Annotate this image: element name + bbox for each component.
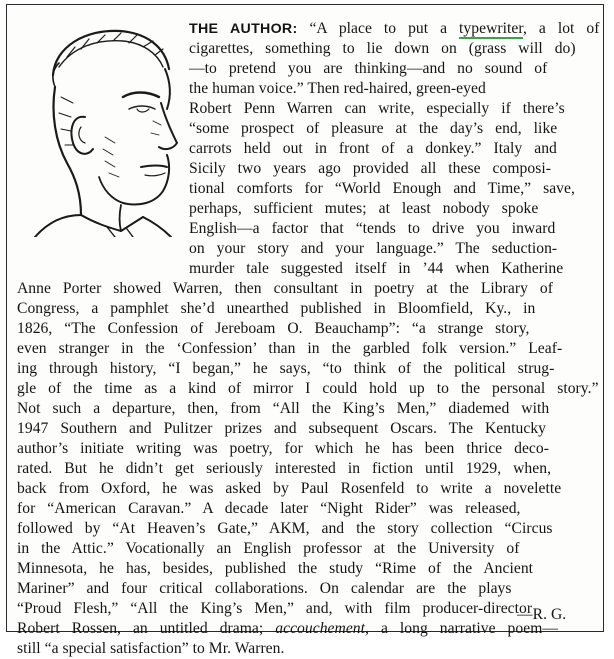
article-heading: THE AUTHOR:	[189, 21, 298, 37]
italic-word: accouchement	[275, 620, 366, 637]
line-text: “A place to put a	[297, 20, 460, 37]
article-line	[189, 159, 551, 179]
line-text: for “American Caravan.” A decade later “Night Rider” was released,	[17, 500, 521, 517]
line-text: rated. But he didn’t get seriously interested in fiction until 1929, when,	[17, 460, 552, 477]
article-line	[17, 599, 532, 619]
line-text: even stranger in the ‘Confession’ than in the garbled folk version.” Leaf-	[17, 340, 563, 357]
line-text: , a long narrative poem—	[365, 620, 559, 637]
line-text: back from Oxford, he was asked by Paul Rosenfeld to write a novelette	[17, 480, 562, 497]
article-line	[17, 319, 530, 339]
line-text: 1826, “The Confession of Jereboam O. Beauchamp”: “a strange story,	[17, 320, 530, 337]
article-line	[189, 119, 557, 139]
line-text: tional comforts for “World Enough and Time,” save,	[189, 180, 575, 197]
line-text: Congress, a pamphlet she’d unearthed published in Bloomfield, Ky., in	[17, 300, 536, 317]
article-line	[189, 39, 576, 59]
line-text: in the Attic.” Vocationally an English professor at the University of	[17, 540, 520, 557]
article-line	[17, 459, 551, 479]
line-text: Anne Porter showed Warren, then consultant in poetry at the Library of	[17, 280, 553, 297]
article-line	[17, 339, 562, 359]
article-line	[189, 179, 575, 199]
line-text: “Proud Flesh,” “All the King’s Men,” and, with film producer-director	[17, 600, 533, 617]
line-text: the human voice.” Then red-haired, green-eyed	[189, 80, 486, 97]
line-text: followed by “At Heaven’s Gate,” AKM, and the story collection “Circus	[17, 520, 553, 537]
line-text: on your story and your language.” The seduction-	[189, 240, 558, 257]
article-line	[189, 219, 555, 239]
article-line	[17, 499, 521, 519]
line-text: carrots held out in front of a donkey.” Italy and	[189, 140, 557, 157]
article-line	[17, 419, 546, 439]
line-text: Robert Rossen, an untitled drama;	[17, 620, 276, 637]
line-text: still “a special satisfaction” to Mr. Warren.	[17, 640, 285, 657]
article-line	[17, 279, 553, 299]
article-line	[17, 559, 533, 579]
article-line	[17, 479, 561, 499]
article-line	[17, 299, 535, 319]
line-text: Sicily two years ago provided all these composi-	[189, 160, 551, 177]
line-text: ing through history, “I began,” he says, “to think of the political strug-	[17, 360, 555, 377]
line-text: Minnesota, he has, besides, published the study “Rime of the Ancient	[17, 560, 534, 577]
line-text: English—a factor that “tends to drive you inward	[189, 220, 556, 237]
line-text: Robert Penn Warren can write, especially if there’s	[189, 100, 565, 117]
line-text: cigarettes, something to lie down on (grass will do)	[189, 40, 576, 57]
line-text: perhaps, sufficient mutes; at least nobody spoke	[189, 200, 539, 217]
author-bio-box	[6, 4, 604, 657]
article-line	[189, 239, 557, 259]
article-line	[17, 539, 520, 559]
article-line	[189, 79, 486, 99]
line-text: Not such a departure, then, from “All the King’s Men,” diademed with	[17, 400, 550, 417]
article-line	[189, 19, 599, 39]
article-line	[17, 639, 284, 659]
article-line	[17, 439, 549, 459]
article-line	[189, 99, 565, 119]
article-line	[17, 519, 553, 539]
line-text: —to pretend you are thinking—and no sound of	[189, 60, 548, 77]
article-line	[17, 359, 554, 379]
article-line	[189, 139, 557, 159]
article-line	[17, 399, 549, 419]
line-text: 1947 Southern and Pulitzer prizes and subsequent Oscars. The Kentucky	[17, 420, 547, 437]
line-text: author’s initiate writing was poetry, for which he has been thrice deco-	[17, 440, 549, 457]
line-text: , a lot of	[523, 20, 600, 37]
line-text: gle of the time as a kind of mirror I could hold up to the personal story.”	[17, 380, 599, 397]
article-line	[189, 259, 563, 279]
line-text: murder tale suggested itself in ’44 when Katherine	[189, 260, 564, 277]
article-line	[189, 59, 547, 79]
author-portrait-sketch-icon	[15, 17, 193, 237]
article-line	[17, 619, 558, 639]
article-line	[17, 579, 512, 599]
article-line	[189, 199, 538, 219]
line-text: “some prospect of pleasure at the day’s end, like	[189, 120, 558, 137]
article-line	[17, 379, 599, 399]
highlighted-word: typewriter	[459, 20, 524, 37]
line-text: Mariner” and four critical collaborations. On calendar are the plays	[17, 580, 512, 597]
article-signature: —R. G.	[517, 606, 567, 623]
